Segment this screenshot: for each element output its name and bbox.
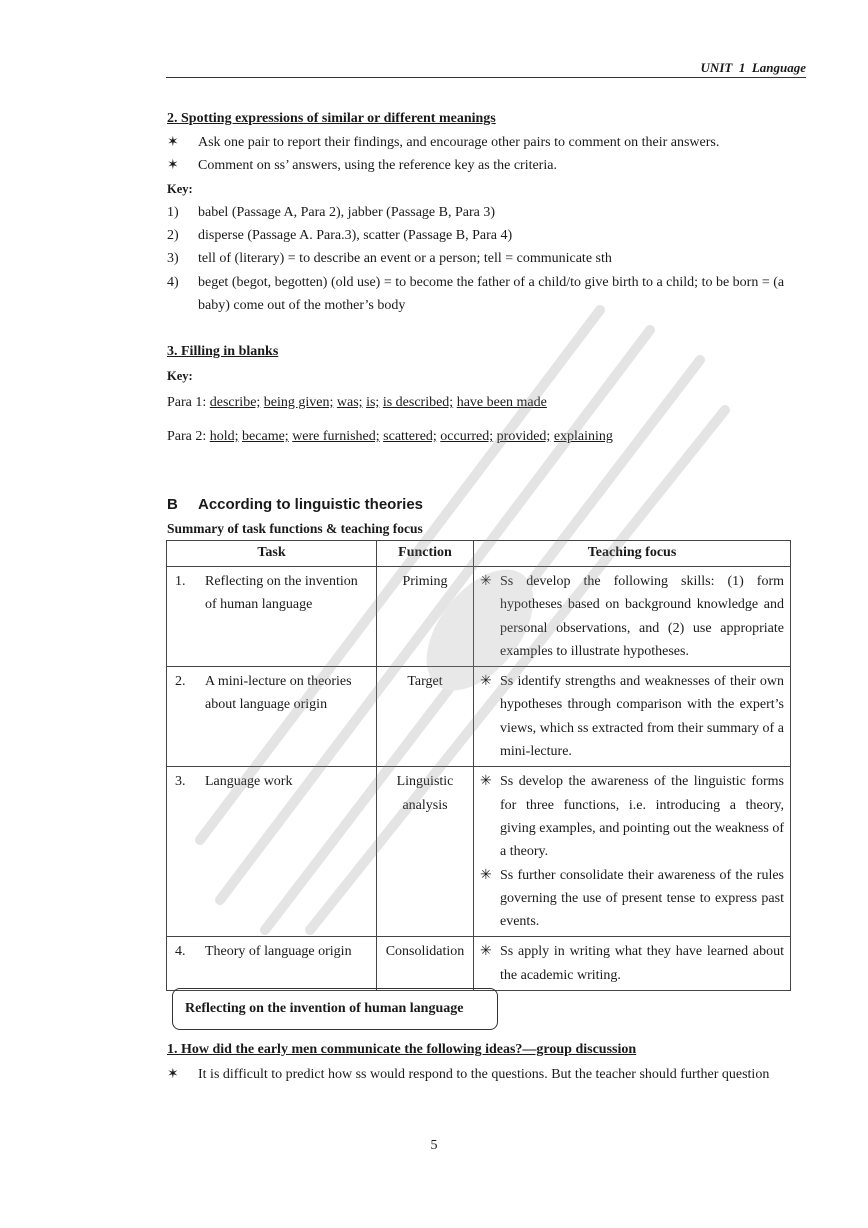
table-header-row (167, 541, 791, 567)
function-cell: Consolidation (377, 937, 474, 991)
asterisk-bullet-icon: ✳ (480, 574, 492, 589)
page-number: 5 (430, 1138, 438, 1153)
task-text: Theory of language origin (205, 944, 352, 960)
table-row (167, 667, 791, 767)
key-label: Key: (167, 182, 193, 196)
answer: is described; (382, 395, 454, 410)
key-item (167, 271, 807, 317)
table-row (167, 767, 791, 937)
key-item (167, 224, 807, 247)
asterisk-bullet-icon: ✳ (480, 774, 492, 790)
bullet-item: ✶ Comment on ss’ answers, using the reference key as the criteria. (167, 154, 807, 177)
para-2-answers (167, 429, 613, 445)
answer: scattered; (383, 429, 437, 444)
asterisk-bullet-icon: ✳ (480, 867, 492, 883)
focus-cell (474, 567, 791, 667)
task-cell (167, 767, 377, 937)
focus-item: ✳ Ss apply in writing what they have learned about the academic writing. (480, 940, 784, 987)
discussion-heading: 1. How did the early men communicate the following ideas?—group discussion (167, 1042, 637, 1057)
focus-item: ✳ Ss identify strengths and weaknesses of their own hypotheses through comparison with the expert’s views, which ss extracted from their summary of a mini-lecture. (480, 670, 784, 763)
task-cell (167, 667, 377, 767)
task-number: 2. (175, 674, 186, 690)
key-item-text: tell of (literary) = to describe an event or a person; tell = communicate sth (198, 251, 612, 266)
task-number: 4. (175, 944, 186, 960)
key-item-text: babel (Passage A, Para 2), jabber (Passage B, Para 3) (198, 205, 496, 220)
table-row (167, 567, 791, 667)
focus-item: ✳ Ss develop the following skills: (1) form hypotheses based on background knowledge and personal observations, and (2) use appropriate examples to illustrate hypotheses. (480, 570, 784, 663)
task-number: 3. (175, 774, 186, 790)
section-3-heading: 3. Filling in blanks (167, 344, 279, 359)
section-callout-box: Reflecting on the invention of human language (172, 988, 498, 1030)
key-item (167, 201, 807, 224)
bullet-star-icon: ✶ (167, 158, 179, 173)
task-text: A mini-lecture on theories about language origin (205, 674, 352, 713)
function-cell: Priming (377, 567, 474, 667)
table-row (167, 937, 791, 991)
para-label: Para 1: (167, 395, 207, 410)
section-title: According to linguistic theories (198, 496, 424, 513)
key-item-number: 3) (167, 251, 179, 266)
section-letter: B (167, 496, 178, 513)
bullet-star-icon: ✶ (167, 1067, 179, 1082)
column-header-function: Function (377, 541, 474, 567)
answer: provided; (496, 429, 551, 444)
task-cell (167, 937, 377, 991)
focus-cell (474, 767, 791, 937)
table-caption: Summary of task functions & teaching focus (167, 521, 423, 536)
asterisk-bullet-icon: ✳ (480, 944, 492, 960)
bullet-star-icon: ✶ (167, 135, 179, 150)
answer: occurred; (440, 429, 494, 444)
answer: explaining (553, 429, 613, 444)
task-number: 1. (175, 574, 186, 589)
column-header-teaching-focus: Teaching focus (474, 541, 791, 567)
header-rule (166, 77, 806, 78)
task-text: Language work (205, 774, 293, 790)
answer: were furnished; (292, 429, 380, 444)
section-b-heading (167, 496, 423, 513)
focus-cell (474, 937, 791, 991)
key-label: Key: (167, 369, 193, 383)
column-header-task: Task (167, 541, 377, 567)
section-2-heading: 2. Spotting expressions of similar or different meanings (167, 111, 496, 126)
function-cell: Linguistic analysis (377, 767, 474, 937)
key-item-text: disperse (Passage A. Para.3), scatter (Passage B, Para 4) (198, 228, 513, 243)
focus-item: ✳ Ss further consolidate their awareness of the rules governing the use of present tense to express past events. (480, 864, 784, 934)
para-1-answers (167, 395, 547, 411)
key-item-number: 4) (167, 275, 179, 290)
task-text: Reflecting on the invention of human language (205, 574, 358, 613)
bullet-item: ✶ It is difficult to predict how ss would respond to the questions. But the teacher should further question (167, 1063, 807, 1086)
task-summary-table (166, 540, 791, 991)
focus-item: ✳ Ss develop the awareness of the linguistic forms for three functions, i.e. introducing a theory, giving examples, and pointing out the weakness of a theory. (480, 770, 784, 863)
focus-cell (474, 667, 791, 767)
key-item-text: beget (begot, begotten) (old use) = to become the father of a child/to give birth to a child; to be born = (a baby) come out of the mother’s body (198, 275, 785, 313)
bullet-item: ✶ Ask one pair to report their findings, and encourage other pairs to comment on their answers. (167, 131, 807, 154)
answer: was; (336, 395, 363, 410)
key-item-number: 2) (167, 228, 179, 243)
answer: being given; (263, 395, 334, 410)
key-item-number: 1) (167, 205, 179, 220)
answer: hold; (209, 429, 239, 444)
running-head: UNIT 1 Language (700, 60, 806, 75)
task-cell (167, 567, 377, 667)
key-item (167, 247, 807, 270)
answer: is; (366, 395, 380, 410)
answer: have been made (456, 395, 547, 410)
answer: became; (242, 429, 289, 444)
answer: describe; (209, 395, 261, 410)
asterisk-bullet-icon: ✳ (480, 674, 492, 690)
function-cell: Target (377, 667, 474, 767)
para-label: Para 2: (167, 429, 207, 444)
